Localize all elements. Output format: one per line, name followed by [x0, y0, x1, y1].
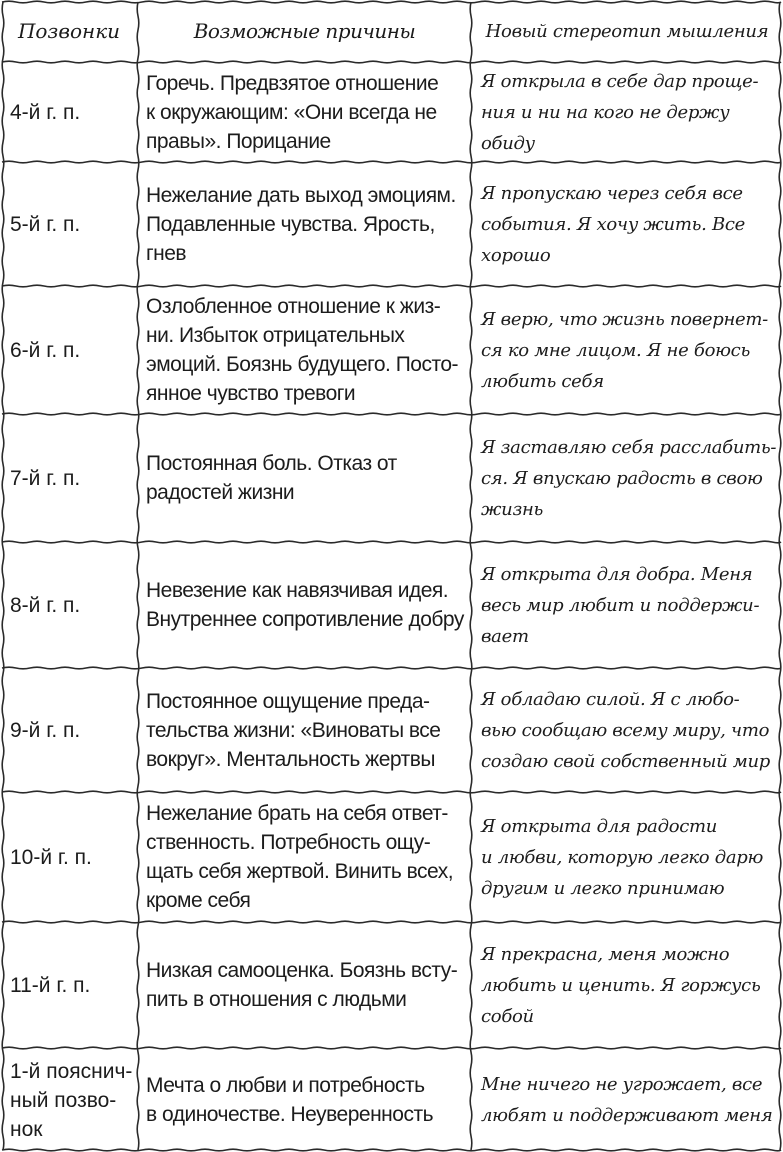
column-divider-line [779, 2, 781, 1150]
causes-cell: Горечь. Предвзятое отношение к окружающим: «Они всегда не правы». Порицание [146, 71, 439, 153]
column-divider-line [137, 2, 139, 1150]
vertebra-cell: 10-й г. п. [10, 845, 92, 869]
header-new-thought-pattern: Новый стереотип мышления [485, 20, 769, 42]
vertebra-cell: 11-й г. п. [10, 973, 91, 997]
causes-cell: Невезение как навязчивая идея. Внутреннее сопротивление добру [146, 579, 464, 631]
vertebra-cell: 6-й г. п. [10, 338, 81, 362]
thought-pattern-cell: Я прекрасна, меня можно любить и ценить. Я горжусь собой [481, 943, 761, 1027]
row-divider-line [2, 1149, 781, 1151]
causes-cell: Постоянное ощущение преда- тельства жизни: «Виноваты все вокруг». Ментальность жертвы [146, 689, 441, 771]
thought-pattern-cell: Мне ничего не угрожает, все любят и поддерживают меня [481, 1074, 773, 1126]
causes-cell: Постоянная боль. Отказ от радостей жизни [146, 452, 397, 504]
vertebra-cell: 8-й г. п. [10, 593, 81, 617]
row-divider-line [2, 541, 781, 543]
vertebra-cell: 5-й г. п. [10, 212, 81, 236]
causes-cell: Нежелание дать выход эмоциям. Подавленные чувства. Ярость, гнев [146, 183, 456, 265]
thought-pattern-cell: Я верю, что жизнь повернет- ся ко мне лицом. Я не боюсь любить себя [481, 308, 768, 392]
vertebra-cell: 7-й г. п. [10, 466, 81, 490]
row-divider-line [2, 667, 781, 669]
row-divider-line [2, 1047, 781, 1049]
row-divider-line [2, 61, 781, 63]
row-divider-line [2, 285, 781, 287]
thought-pattern-cell: Я открыта для добра. Меня весь мир любит и поддержи- вает [481, 563, 760, 647]
thought-pattern-cell: Я открыла в себе дар проще- ния и ни на кого не держу обиду [481, 70, 759, 154]
column-divider-line [2, 2, 4, 1150]
causes-cell: Нежелание брать на себя ответ- ственность. Потребность ощу- щать себя жертвой. Винить всех, кроме себя [146, 802, 454, 912]
thought-pattern-cell: Я заставляю себя расслабить- ся. Я впускаю радость в свою жизнь [481, 436, 777, 520]
vertebra-cell: 1-й пояснич- ный позво- нок [10, 1059, 133, 1141]
row-divider-line [2, 1, 781, 3]
vertebra-cell: 4-й г. п. [10, 100, 81, 124]
causes-cell: Низкая самооценка. Боязнь всту- пить в отношения с людьми [146, 959, 458, 1011]
row-divider-line [2, 791, 781, 793]
header-vertebrae: Позвонки [17, 18, 121, 43]
row-divider-line [2, 921, 781, 923]
row-divider-line [2, 161, 781, 163]
causes-cell: Озлобленное отношение к жиз- ни. Избыток отрицательных эмоций. Боязнь будущего. Посто- янное чувство тревоги [146, 295, 459, 405]
thought-pattern-cell: Я открыта для радости и любви, которую легко дарю другим и легко принимаю [481, 815, 764, 899]
column-divider-line [470, 2, 472, 1150]
causes-cell: Мечта о любви и потребность в одиночестве. Неуверенность [146, 1074, 434, 1126]
row-divider-line [2, 413, 781, 415]
vertebra-cell: 9-й г. п. [10, 718, 81, 742]
thought-pattern-cell: Я пропускаю через себя все события. Я хочу жить. Все хорошо [481, 182, 746, 266]
thought-pattern-cell: Я обладаю силой. Я с любо- вью сообщаю всему миру, что создаю свой собственный мир [481, 688, 770, 772]
header-possible-causes: Возможные причины [193, 18, 416, 43]
